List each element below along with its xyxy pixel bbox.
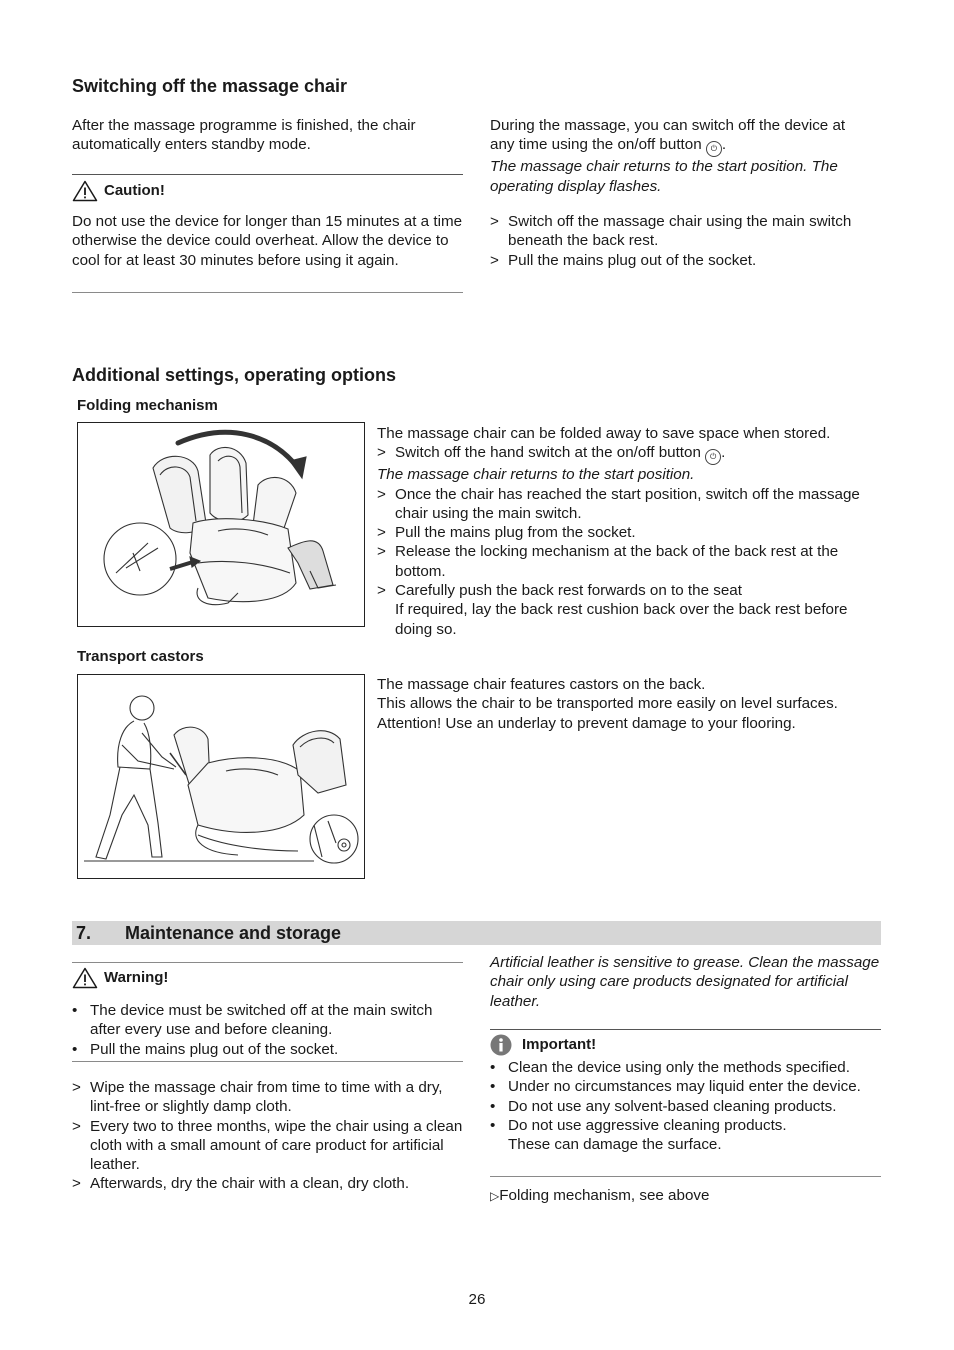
right-para-italic: The massage chair returns to the start position. The operating display flashes.: [490, 158, 838, 195]
list-item: > Every two to three months, wipe the chair using a clean cloth with a small amount of care product for artificial leather.: [72, 1117, 463, 1174]
important-items: [490, 1058, 882, 1154]
list-item: • The device must be switched off at the main switch after every use and before cleaning.: [72, 1002, 433, 1039]
important-heading: [490, 1034, 596, 1056]
caution-top-rule: [72, 174, 463, 175]
list-item: > Switch off the hand switch at the on/off button ⏻ .: [377, 443, 877, 465]
important-bottom-rule: [490, 1176, 881, 1177]
page-number: 26: [468, 1291, 486, 1308]
folding-intro: The massage chair can be folded away to save space when stored.: [377, 425, 831, 442]
right-para-line1: During the massage, you can switch off the device at: [490, 117, 846, 134]
section-number: 7.: [76, 923, 92, 943]
caution-heading: [72, 180, 165, 202]
warning-heading: [72, 967, 168, 989]
list-item: > Release the locking mechanism at the back of the back rest at the bottom.: [377, 543, 839, 580]
warning-top-rule: [72, 962, 463, 963]
list-item: > Wipe the massage chair from time to time with a dry, lint-free or slightly damp cloth.: [72, 1079, 443, 1116]
castors-line3: Attention! Use an underlay to prevent damage to your flooring.: [377, 714, 796, 732]
castors-text: [377, 675, 877, 733]
castors-line1: The massage chair features castors on the back.: [377, 676, 706, 693]
folding-italic: The massage chair returns to the start position.: [377, 466, 695, 484]
additional-settings-title: Additional settings, operating options: [72, 365, 396, 385]
list-item: > Afterwards, dry the chair with a clean, dry cloth.: [72, 1175, 410, 1193]
warning-bottom-rule: [72, 1061, 463, 1062]
switching-off-right-para: [490, 116, 882, 196]
folding-mechanism-label: Folding mechanism: [77, 397, 218, 414]
list-item: • Do not use aggressive cleaning products.: [490, 1116, 787, 1134]
folding-chair-illustration: [78, 423, 364, 626]
list-item: • Under no circumstances may liquid enter the device.: [490, 1078, 861, 1096]
list-item: > Pull the mains plug out of the socket.: [490, 251, 757, 269]
list-item: These can damage the surface.: [508, 1136, 722, 1154]
folding-note: If required, lay the back rest cushion back over the back rest before doing so.: [395, 601, 848, 638]
power-button-icon: ⏻: [705, 449, 721, 465]
list-item: • Pull the mains plug out of the socket.: [72, 1040, 339, 1058]
warning-triangle-icon: [72, 180, 98, 202]
warning-label: Warning!: [104, 969, 169, 987]
folding-step1: [377, 443, 877, 465]
cross-reference: ▷Folding mechanism, see above: [490, 1187, 710, 1204]
section-title: Maintenance and storage: [125, 923, 342, 943]
important-label: Important!: [522, 1036, 597, 1054]
warning-triangle-icon: [72, 967, 98, 989]
list-item: • Do not use any solvent-based cleaning products.: [490, 1097, 837, 1115]
caution-bottom-rule: [72, 292, 463, 293]
folding-mechanism-figure: [77, 422, 365, 627]
switching-off-steps: [490, 212, 882, 270]
switching-off-left-para: After the massage programme is finished, the chair automatically enters standby mode.: [72, 117, 416, 154]
folding-text: [377, 424, 877, 639]
info-icon: [490, 1034, 512, 1056]
switching-off-title: Switching off the massage chair: [72, 76, 348, 96]
right-para-line2: any time using the on/off button ⏻ .: [490, 135, 882, 157]
warning-items: [72, 1001, 464, 1059]
caution-label: Caution!: [104, 182, 165, 200]
transport-castors-figure: [77, 674, 365, 879]
castors-illustration: [78, 675, 364, 878]
castors-line2: This allows the chair to be transported more easily on level surfaces.: [377, 695, 838, 713]
list-item: > Carefully push the back rest forwards on to the seat: [377, 582, 742, 600]
section-header-bar: [72, 921, 881, 945]
folding-steps: [377, 485, 877, 601]
list-item: • Clean the device using only the methods specified.: [490, 1059, 850, 1076]
maintenance-steps: [72, 1078, 464, 1194]
caution-text: Do not use the device for longer than 15 minutes at a time otherwise the device could overheat. Allow the device to cool for at least 30 minutes before using it again.: [72, 213, 463, 269]
transport-castors-label: Transport castors: [77, 648, 204, 665]
list-item: > Once the chair has reached the start position, switch off the massage chair using the main switch.: [377, 485, 860, 522]
xref-arrow-icon: ▷: [490, 1189, 500, 1203]
list-item: > Pull the mains plug from the socket.: [377, 524, 636, 542]
list-item: > Switch off the massage chair using the main switch beneath the back rest.: [490, 213, 852, 250]
artificial-leather-note: Artificial leather is sensitive to grease. Clean the massage chair only using care products designated for artificial leather.: [490, 954, 880, 1010]
important-top-rule: [490, 1029, 881, 1030]
power-button-icon: ⏻: [706, 141, 722, 157]
